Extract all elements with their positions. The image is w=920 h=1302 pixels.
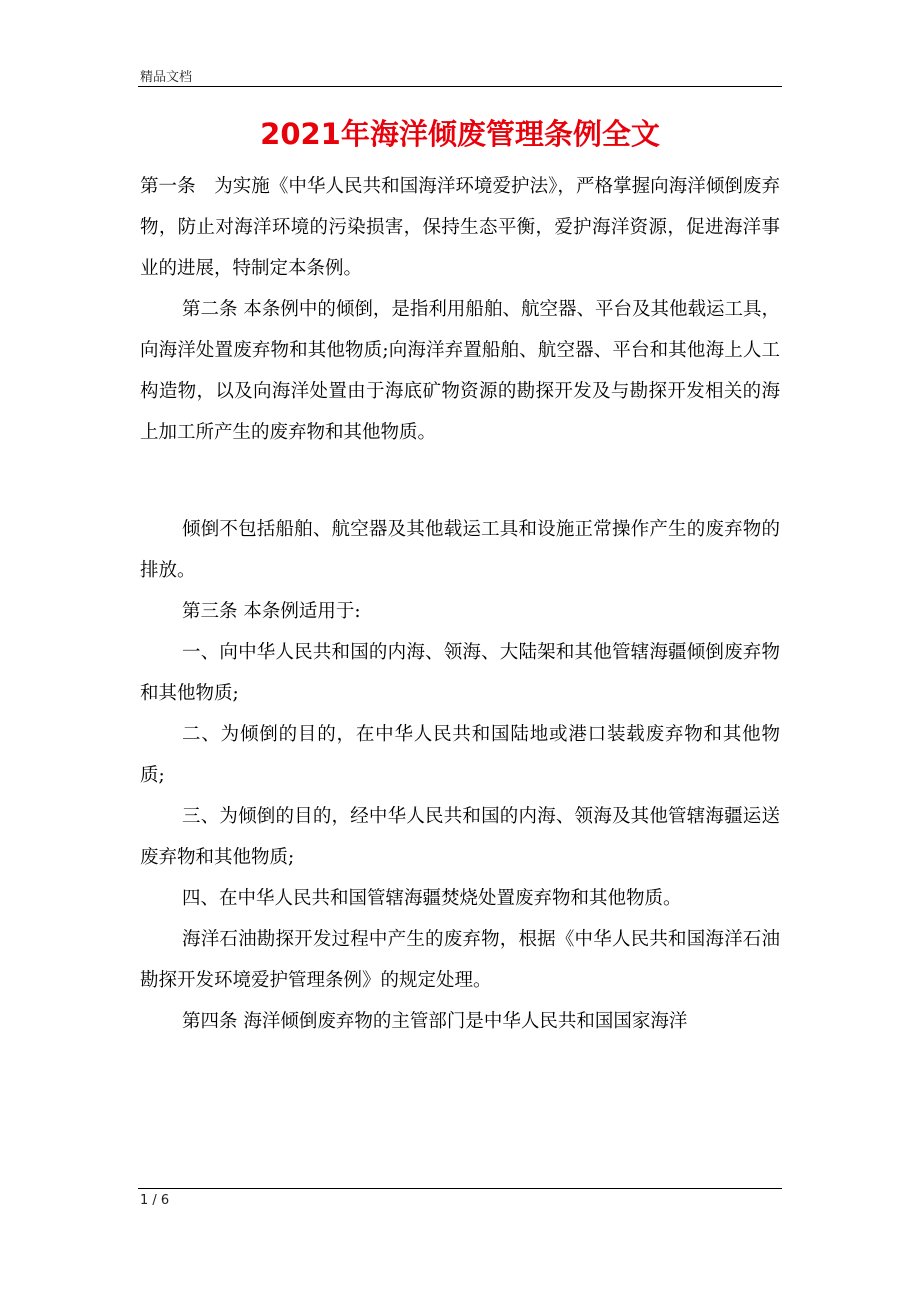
- document-body: [140, 166, 780, 1042]
- document-title: 2021年海洋倾废管理条例全文: [260, 117, 660, 151]
- paragraph-article-1: 第一条 为实施《中华人民共和国海洋环境爱护法》，严格掌握向海洋倾倒废弃物，防止对海洋环境的污染损害，保持生态平衡，爱护海洋资源，促进海洋事业的进展，特制定本条例。: [140, 176, 780, 279]
- paragraph-item-2: 二、为倾倒的目的，在中华人民共和国陆地或港口装载废弃物和其他物质;: [140, 724, 780, 786]
- paragraph-item-1: 一、向中华人民共和国的内海、领海、大陆架和其他管辖海疆倾倒废弃物和其他物质;: [140, 642, 780, 704]
- paragraph-oil-exploration: 海洋石油勘探开发过程中产生的废弃物，根据《中华人民共和国海洋石油勘探开发环境爱护管理条例》的规定处理。: [140, 929, 780, 991]
- header-label: 精品文档: [140, 70, 193, 85]
- header-divider: [138, 86, 782, 87]
- footer-divider: [138, 1188, 782, 1189]
- paragraph-article-4: 第四条 海洋倾倒废弃物的主管部门是中华人民共和国国家海洋: [182, 1011, 688, 1032]
- paragraph-item-3: 三、为倾倒的目的，经中华人民共和国的内海、领海及其他管辖海疆运送废弃物和其他物质;: [140, 806, 780, 868]
- paragraph-spacer: [140, 453, 780, 509]
- paragraph-article-3: 第三条 本条例适用于:: [182, 601, 361, 622]
- paragraph-article-2: 第二条 本条例中的倾倒，是指利用船舶、航空器、平台及其他载运工具，向海洋处置废弃物和其他物质;向海洋弃置船舶、航空器、平台和其他海上人工构造物，以及向海洋处置由于海底矿物资源的勘探开发及与勘探开发相关的海上加工所产生的废弃物和其他物质。: [140, 299, 780, 443]
- page-number: 1 / 6: [140, 1193, 170, 1208]
- paragraph-item-4: 四、在中华人民共和国管辖海疆焚烧处置废弃物和其他物质。: [182, 888, 682, 909]
- paragraph-dumping-exclusion: 倾倒不包括船舶、航空器及其他载运工具和设施正常操作产生的废弃物的排放。: [140, 519, 780, 581]
